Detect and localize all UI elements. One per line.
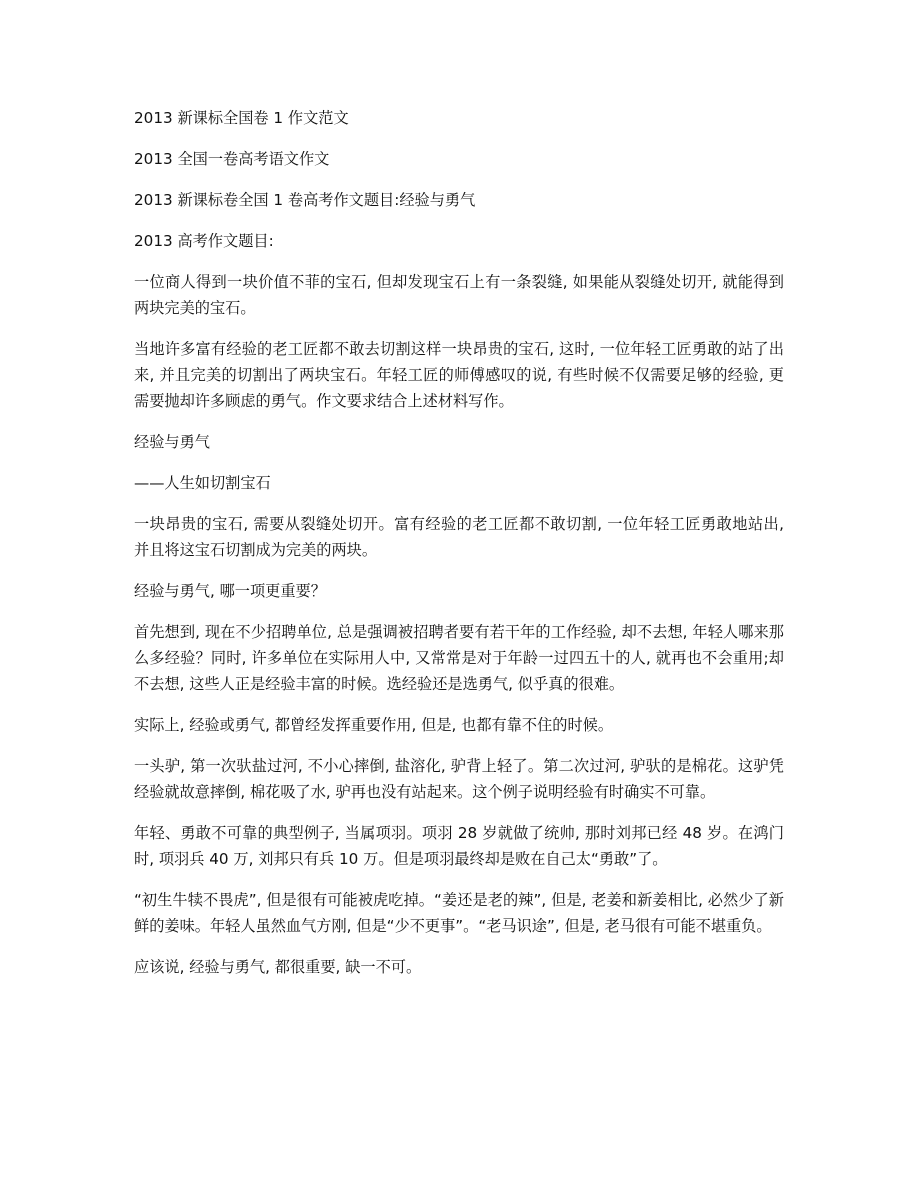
essay-paragraph: 首先想到, 现在不少招聘单位, 总是强调被招聘者要有若干年的工作经验, 却不去想, 年轻人哪来那么多经验？同时, 许多单位在实际用人中, 又常常是对于年龄一过四五十的人, 就再也不会重用;却不去想, 这些人正是经验丰富的时候。选经验还是选勇气, 似乎真的很难。: [134, 623, 784, 693]
essay-subtitle: ——人生如切割宝石: [134, 474, 271, 492]
essay-paragraph: 经验与勇气, 哪一项更重要？: [134, 582, 326, 600]
subtitle-line: 2013 全国一卷高考语文作文: [134, 150, 330, 168]
essay-paragraph: 一头驴, 第一次驮盐过河, 不小心摔倒, 盐溶化, 驴背上轻了。第二次过河, 驴驮的是棉花。这驴凭经验就故意摔倒, 棉花吸了水, 驴再也没有站起来。这个例子说明经验有时确实不可靠。: [134, 757, 784, 801]
essay-paragraph: 年轻、勇敢不可靠的典型例子, 当属项羽。项羽 28 岁就做了统帅, 那时刘邦已经 48 岁。在鸿门时, 项羽兵 40 万, 刘邦只有兵 10 万。但是项羽最终却是败在自己太“勇敢”了。: [134, 824, 784, 868]
prompt-heading: 2013 高考作文题目:: [134, 232, 274, 250]
prompt-paragraph: 一位商人得到一块价值不菲的宝石, 但却发现宝石上有一条裂缝, 如果能从裂缝处切开, 就能得到两块完美的宝石。: [134, 273, 784, 317]
essay-paragraph: 一块昂贵的宝石, 需要从裂缝处切开。富有经验的老工匠都不敢切割, 一位年轻工匠勇敢地站出, 并且将这宝石切割成为完美的两块。: [134, 515, 784, 559]
document-page: [134, 105, 784, 995]
prompt-paragraph: 当地许多富有经验的老工匠都不敢去切割这样一块昂贵的宝石, 这时, 一位年轻工匠勇敢的站了出来, 并且完美的切割出了两块宝石。年轻工匠的师傅感叹的说, 有些时候不仅需要足够的经验, 更需要抛却许多顾虑的勇气。作文要求结合上述材料写作。: [134, 340, 784, 410]
essay-paragraph: 实际上, 经验或勇气, 都曾经发挥重要作用, 但是, 也都有靠不住的时候。: [134, 716, 614, 734]
essay-paragraph: “初生牛犊不畏虎”, 但是很有可能被虎吃掉。“姜还是老的辣”, 但是, 老姜和新姜相比, 必然少了新鲜的姜味。年轻人虽然血气方刚, 但是“少不更事”。“老马识途”, 但是, 老马很有可能不堪重负。: [134, 891, 784, 935]
title-line: 2013 新课标全国卷 1 作文范文: [134, 109, 349, 127]
essay-title: 经验与勇气: [134, 433, 210, 451]
essay-paragraph: 应该说, 经验与勇气, 都很重要, 缺一不可。: [134, 958, 422, 976]
topic-line: 2013 新课标卷全国 1 卷高考作文题目:经验与勇气: [134, 191, 476, 209]
